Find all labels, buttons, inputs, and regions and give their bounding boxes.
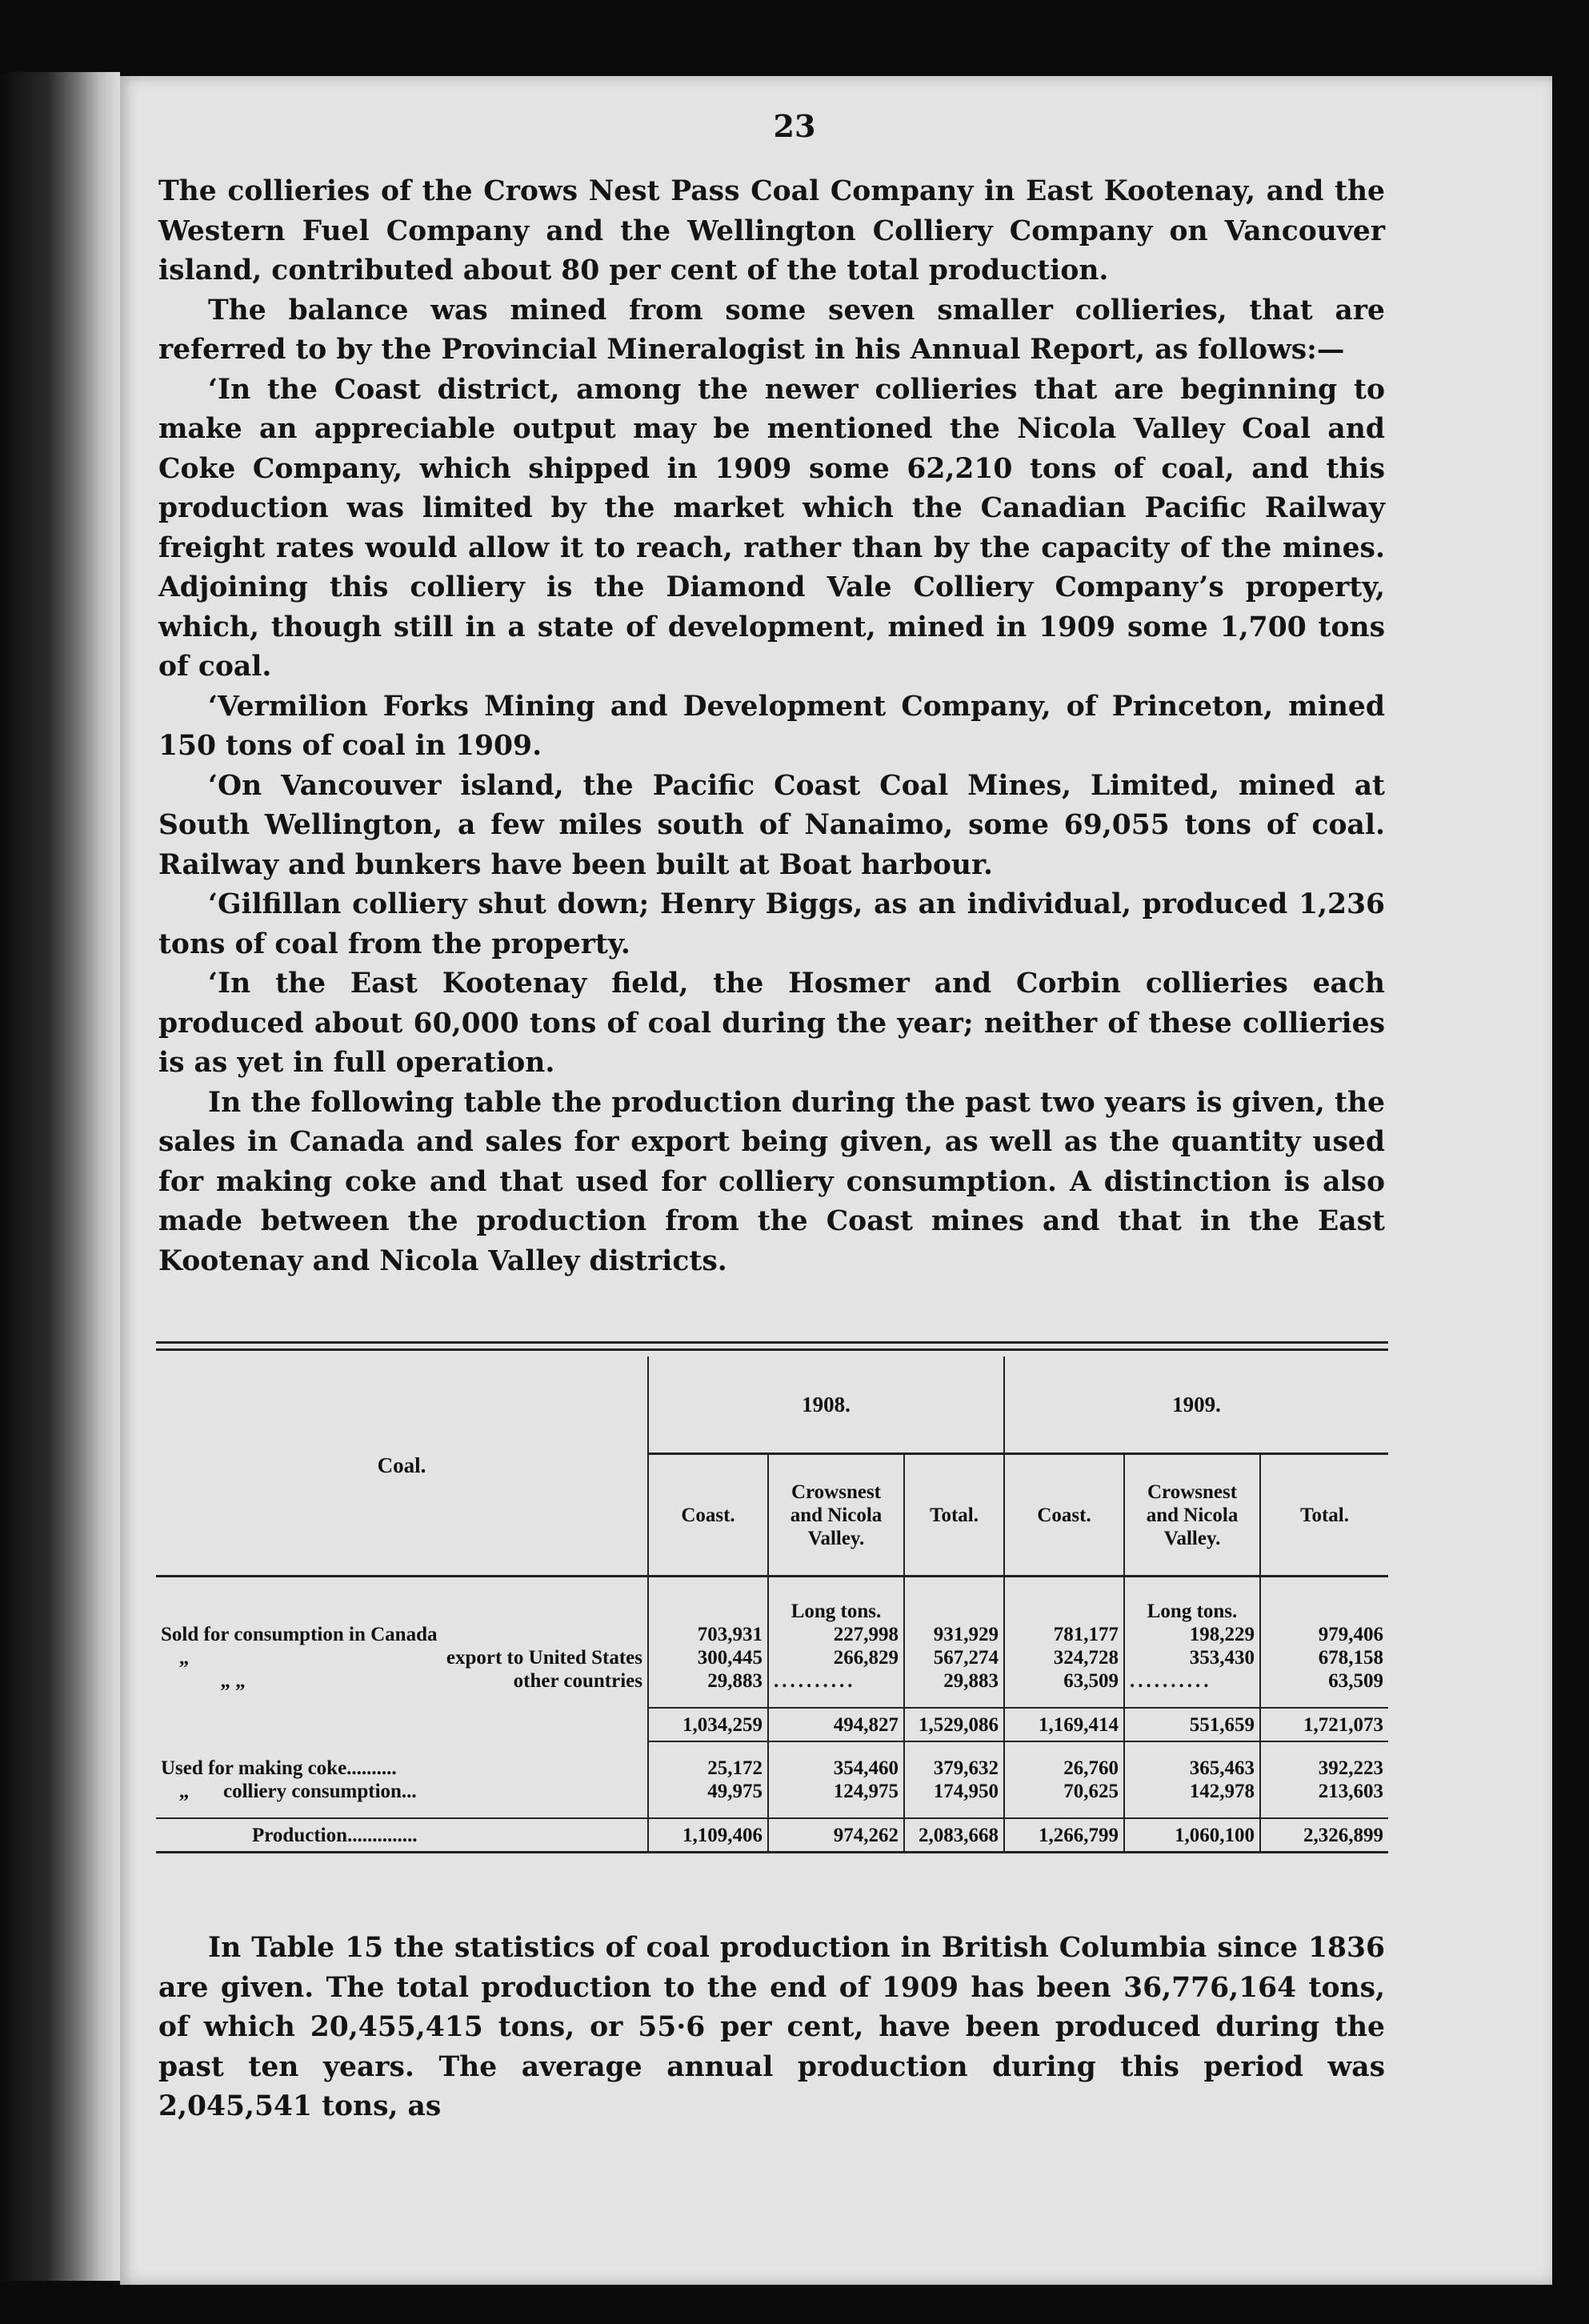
table-cell: 1,169,414 xyxy=(1004,1708,1124,1741)
table-cell: 781,177 xyxy=(1004,1623,1124,1646)
table-cell: 300,445 xyxy=(648,1646,768,1669)
table-cell: 1,034,259 xyxy=(648,1708,768,1741)
column-header: Coast. xyxy=(648,1454,768,1577)
table-cell: 142,978 xyxy=(1124,1780,1260,1803)
table-cell: 124,975 xyxy=(768,1780,904,1803)
table-cell: 2,326,899 xyxy=(1260,1818,1388,1853)
table-cell: 49,975 xyxy=(648,1780,768,1803)
book-spine-shadow xyxy=(0,72,120,2281)
table-cell: 63,509 xyxy=(1328,1670,1384,1692)
paragraph: ‘In the East Kootenay field, the Hosmer and Corbin collieries each produced about 60,000 tons of coal during the year; neither of these collieries is as yet in full operation. xyxy=(158,968,1385,1079)
table-cell: .......... xyxy=(768,1669,904,1693)
table-cell: 324,728 xyxy=(1004,1646,1124,1669)
table-cell: 354,460 xyxy=(768,1757,904,1780)
ditto-mark: „ xyxy=(178,1781,190,1802)
row-label: Used for making coke.......... xyxy=(156,1757,648,1780)
year-header-row xyxy=(156,1356,1388,1454)
body-text xyxy=(158,172,1385,1281)
paragraph: The collieries of the Crows Nest Pass Coal Company in East Kootenay, and the Western Fuel Company and the Wellington Colliery Company on Vancouver island, contributed about 80 per cent of the total production. xyxy=(158,175,1385,286)
table-cell: 1,529,086 xyxy=(904,1708,1004,1741)
table-cell: 1,060,100 xyxy=(1124,1818,1260,1853)
column-header: Crowsnest and Nicola Valley. xyxy=(768,1454,904,1577)
paragraph: ‘Gilfillan colliery shut down; Henry Biggs, as an individual, produced 1,236 tons of coal from the property. xyxy=(158,888,1385,960)
table-cell: 1,109,406 xyxy=(648,1818,768,1853)
table-cell: .......... xyxy=(1124,1669,1260,1693)
table-cell: 365,463 xyxy=(1124,1757,1260,1780)
production-row xyxy=(156,1818,1388,1853)
table-cell: 931,929 xyxy=(904,1623,1004,1646)
units-label: Long tons. xyxy=(1124,1600,1260,1623)
row-label: Production.............. xyxy=(156,1818,648,1853)
column-header: Total. xyxy=(904,1454,1004,1577)
page-number: 23 xyxy=(773,108,816,144)
table-row xyxy=(156,1757,1388,1780)
table-cell: 703,931 xyxy=(648,1623,768,1646)
table-row xyxy=(156,1669,1388,1693)
table-cell: 63,509 xyxy=(1004,1669,1124,1693)
row-label: Sold for consumption in Canada xyxy=(156,1623,648,1646)
year-header: 1909. xyxy=(1004,1356,1388,1454)
table-cell: 551,659 xyxy=(1124,1708,1260,1741)
units-row xyxy=(156,1600,1388,1623)
table-cell: 70,625 xyxy=(1004,1780,1124,1803)
paragraph: The balance was mined from some seven smaller collieries, that are referred to by the Provincial Mineralogist in his Annual Report, as follows:— xyxy=(158,294,1385,366)
table-row xyxy=(156,1646,1388,1669)
table-cell: 494,827 xyxy=(768,1708,904,1741)
paragraph: ‘Vermilion Forks Mining and Development Company, of Princeton, mined 150 tons of coal in 1909. xyxy=(158,690,1385,762)
table-cell: 979,406 xyxy=(1318,1624,1384,1645)
units-label: Long tons. xyxy=(768,1600,904,1623)
row-label: „ „ other countries xyxy=(156,1669,648,1693)
table-top-rule xyxy=(156,1341,1388,1344)
table-cell: 26,760 xyxy=(1004,1757,1124,1780)
table-cell: 29,883 xyxy=(904,1669,1004,1693)
table-cell: 1,266,799 xyxy=(1004,1818,1124,1853)
column-header: Coast. xyxy=(1004,1454,1124,1577)
table-cell: 1,721,073 xyxy=(1260,1708,1388,1741)
paragraph: In Table 15 the statistics of coal production in British Columbia since 1836 are given. The total production to the end of 1909 has been 36,776,164 tons, of which 20,455,415 tons, or 55·6 per cent, have been produced during the past ten years. The average annual production during this period was 2,045,541 tons, as xyxy=(158,1932,1385,2122)
ditto-mark: „ xyxy=(178,1647,190,1669)
year-header: 1908. xyxy=(648,1356,1004,1454)
stub-header: Coal. xyxy=(156,1356,648,1577)
ditto-mark: „ „ xyxy=(220,1670,246,1692)
table-row xyxy=(156,1780,1388,1803)
header-separator xyxy=(156,1577,1388,1601)
table-cell: 392,223 xyxy=(1318,1757,1384,1779)
subtotal-row xyxy=(156,1708,1388,1741)
row-label: „ export to United States xyxy=(156,1646,648,1669)
table-cell: 974,262 xyxy=(768,1818,904,1853)
closing-text xyxy=(158,1929,1385,2127)
table-cell: 25,172 xyxy=(648,1757,768,1780)
table-cell: 266,829 xyxy=(768,1646,904,1669)
table-cell: 2,083,668 xyxy=(904,1818,1004,1853)
paragraph: ‘In the Coast district, among the newer collieries that are beginning to make an appreciable output may be mentioned the Nicola Valley Coal and Coke Company, which shipped in 1909 some 62,210 tons of coal, and this production was limited by the market which the Canadian Pacific Railway freight rates would allow it to reach, rather than by the capacity of the mines. Adjoining this colliery is the Diamond Vale Colliery Company’s property, which, though still in a state of development, mined in 1909 some 1,700 tons of coal. xyxy=(158,373,1385,683)
table-cell: 174,950 xyxy=(904,1780,1004,1803)
table-cell: 353,430 xyxy=(1124,1646,1260,1669)
table-cell: 567,274 xyxy=(904,1646,1004,1669)
table-cell: 227,998 xyxy=(768,1623,904,1646)
table-row xyxy=(156,1623,1388,1646)
paragraph: In the following table the production during the past two years is given, the sales in Canada and sales for export being given, as well as the quantity used for making coke and that used for colliery consumption. A distinction is also made between the production from the Coast mines and that in the East Kootenay and Nicola Valley districts. xyxy=(158,1086,1385,1277)
row-label: „ colliery consumption... xyxy=(156,1780,648,1803)
coal-production-table xyxy=(156,1356,1388,1853)
paragraph: ‘On Vancouver island, the Pacific Coast Coal Mines, Limited, mined at South Wellington, a few miles south of Nanaimo, some 69,055 tons of coal. Railway and bunkers have been built at Boat harbour. xyxy=(158,769,1385,881)
column-header: Total. xyxy=(1300,1504,1349,1526)
table-cell: 213,603 xyxy=(1318,1781,1384,1802)
table-cell: 379,632 xyxy=(904,1757,1004,1780)
table-cell: 678,158 xyxy=(1318,1647,1384,1669)
table-top-rule-2 xyxy=(156,1348,1388,1351)
table-cell: 198,229 xyxy=(1124,1623,1260,1646)
table-cell: 29,883 xyxy=(648,1669,768,1693)
column-header: Crowsnest and Nicola Valley. xyxy=(1124,1454,1260,1577)
